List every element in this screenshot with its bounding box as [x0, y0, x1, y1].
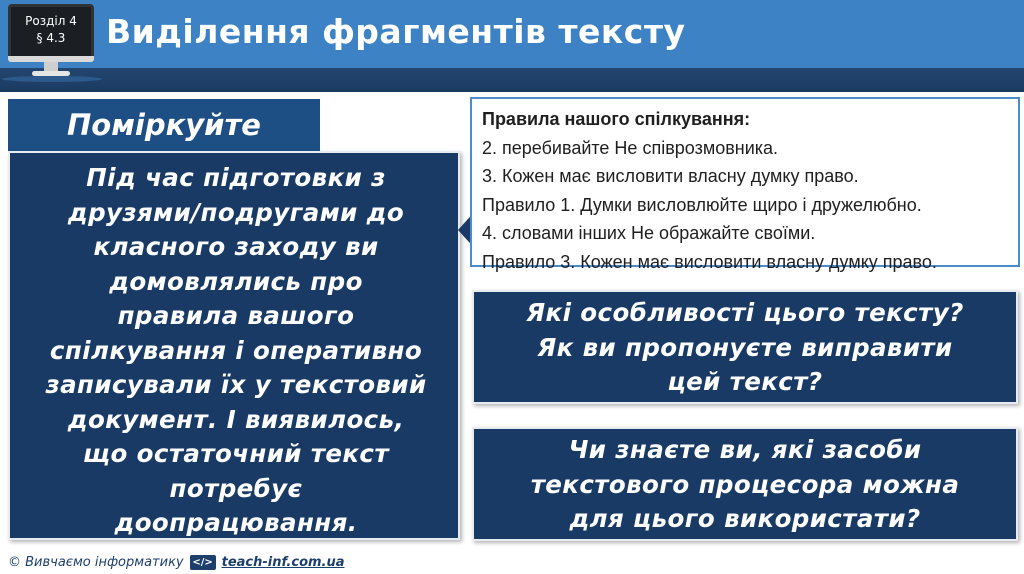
scenario-line: спілкування і оперативно: [49, 335, 423, 365]
footer: [8, 552, 345, 572]
question-line: Які особливості цього тексту?: [526, 298, 964, 327]
monitor-base: [32, 71, 70, 76]
scenario-line: що остаточний текст: [83, 439, 389, 468]
site-link[interactable]: teach-inf.com.ua: [221, 554, 345, 570]
document-line: Правило 1. Думки висловлюйте щиро і дружелюбно.: [482, 194, 922, 215]
scenario-line: потребує: [169, 473, 303, 503]
scenario-line: документ. І виявилось,: [67, 404, 405, 434]
question-box-1: [472, 290, 1018, 404]
think-label: Поміркуйте: [8, 99, 320, 151]
scenario-line: домовлялись про: [109, 266, 363, 296]
scenario-line: записували їх у текстовий: [45, 370, 427, 399]
monitor-shadow: [2, 76, 102, 82]
question-box-2: [472, 427, 1018, 541]
question-line: Чи знаєте ви, які засоби: [568, 435, 922, 464]
scenario-line: друзями/подругами до: [67, 197, 405, 227]
scenario-panel: [8, 151, 460, 540]
scenario-line: Під час підготовки з: [86, 163, 386, 192]
section-badge-line1: Розділ 4: [25, 14, 77, 28]
scenario-line: доопрацювання.: [114, 508, 358, 537]
section-badge: [8, 4, 94, 60]
section-badge-line2: § 4.3: [36, 31, 66, 45]
question-line: для цього використати?: [569, 504, 921, 533]
scenario-line: правила вашого: [117, 301, 355, 330]
document-content: [482, 105, 1012, 276]
header-strip: [0, 68, 1024, 92]
document-line: 3. Кожен має висловити власну думку право.: [482, 166, 859, 186]
monitor-icon: [8, 4, 104, 80]
document-line: Правило 3. Кожен має висловити власну думку право.: [482, 251, 937, 272]
document-line: 4. словами інших Не ображайте своїми.: [482, 223, 816, 243]
scenario-line: класного заходу ви: [93, 232, 379, 261]
question-line: цей текст?: [667, 367, 823, 396]
scenario-text: [14, 161, 458, 541]
code-icon: </>: [190, 555, 216, 570]
document-title: Правила нашого спілкування:: [482, 109, 751, 129]
question-line: текстового процесора можна: [530, 469, 960, 499]
page-title: Виділення фрагментів тексту: [106, 12, 686, 51]
document-line: 2. перебивайте Не співрозмовника.: [482, 137, 779, 158]
question-line: Як ви пропонуєте виправити: [537, 332, 953, 362]
copyright-text: © Вивчаємо інформатику: [8, 554, 184, 570]
document-panel: [470, 97, 1020, 272]
